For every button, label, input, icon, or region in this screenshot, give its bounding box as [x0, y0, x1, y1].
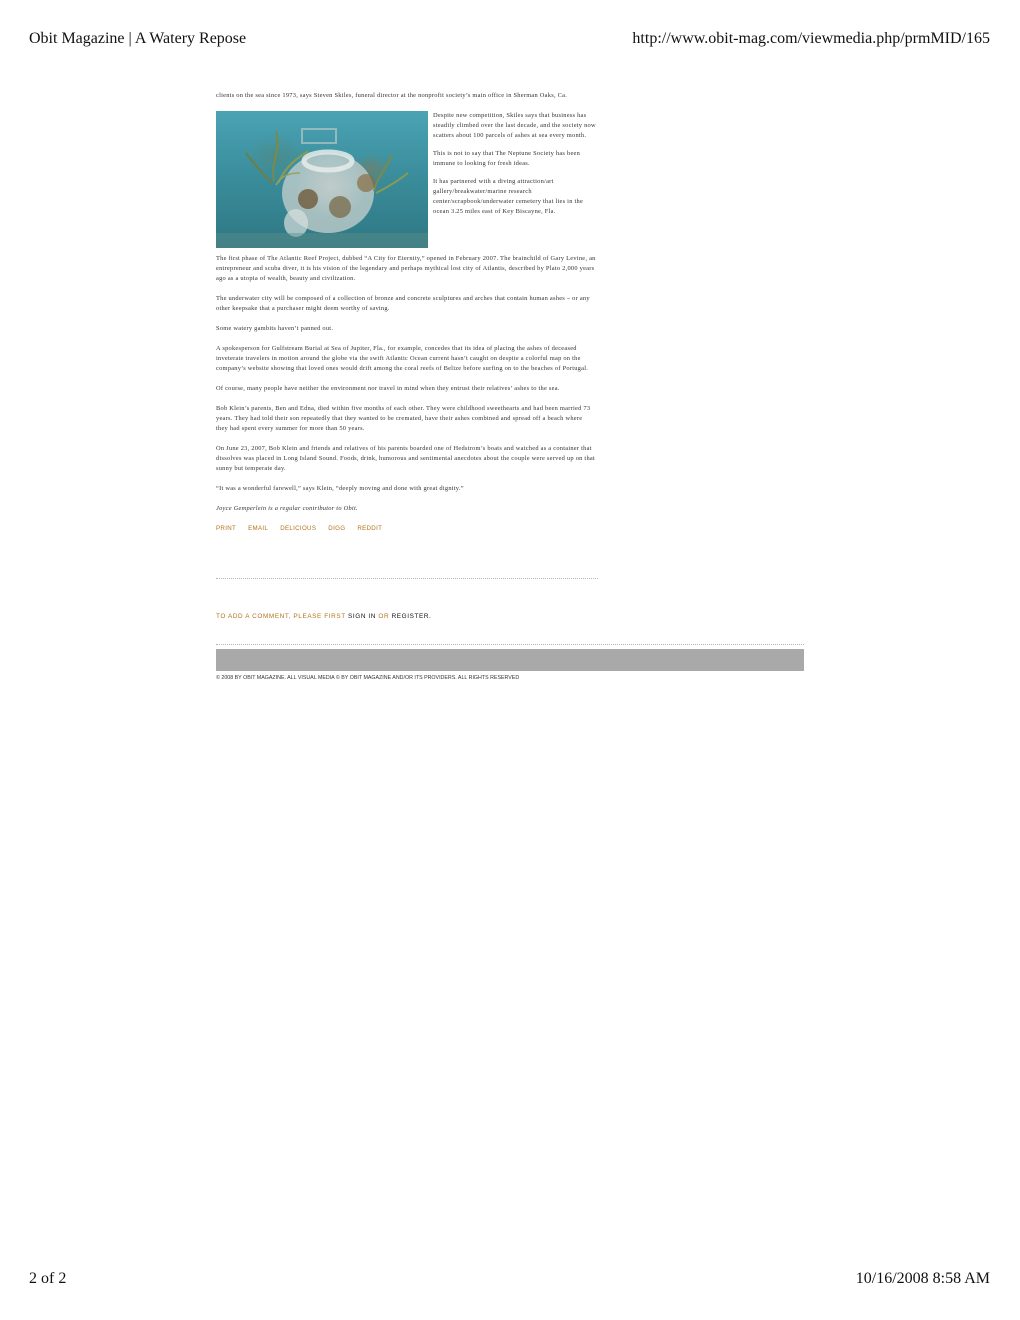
delicious-link[interactable]: DELICIOUS [280, 525, 317, 532]
side-paragraph: Despite new competition, Skiles says that business has steadily climbed over the last decade, and the society now scatters about 100 parcels of ashes at sea every month. [433, 112, 596, 139]
side-paragraph: This is not to say that The Neptune Society has been immune to looking for fresh ideas. [433, 150, 581, 167]
article-media-block [216, 111, 596, 250]
author-byline: Joyce Gemperlein is a regular contributor to Obit. [216, 505, 358, 512]
article-paragraph: The first phase of The Atlantic Reef Project, dubbed “A City for Eternity,” opened in February 2007. The brainchild of Gary Levine, an entrepreneur and scuba diver, it is his vision of the legendary and perhaps mythical lost city of Atlantis, described by Plato 2,000 years ago as a utopia of wealth, beauty and civilization. [216, 255, 596, 282]
comment-prompt [216, 613, 431, 620]
article-paragraph: On June 23, 2007, Bob Klein and friends and relatives of his parents boarded one of Hedstrom’s boats and watched as a container that dissolves was placed in Long Island Sound. Foods, drink, humorous and sentimental anecdotes about the couple were served up on that sunny but temperate day. [216, 445, 596, 472]
article-paragraph: Of course, many people have neither the environment nor travel in mind when they entrust their relatives’ ashes to the sea. [216, 385, 560, 392]
article-paragraph: Some watery gambits haven’t panned out. [216, 325, 334, 332]
print-footer [0, 1270, 1020, 1294]
digg-link[interactable]: DIGG [328, 525, 346, 532]
side-paragraph: It has partnered with a diving attraction/art gallery/breakwater/marine research center/scrapbook/underwater cemetery that lies in the ocean 3.25 miles east of Key Biscayne, Fla. [433, 178, 584, 215]
copyright-notice: © 2008 BY OBIT MAGAZINE. ALL VISUAL MEDIA © BY OBIT MAGAZINE AND/OR ITS PROVIDERS. ALL RIGHTS RESERVED [216, 675, 520, 681]
reef-sculpture-illustration [216, 111, 428, 248]
image-side-text [433, 111, 596, 225]
comment-or-text: OR [378, 613, 390, 620]
sign-in-link[interactable]: SIGN IN [348, 613, 377, 620]
divider [216, 644, 804, 645]
print-page-number: 2 of 2 [29, 1270, 67, 1287]
print-page-url: http://www.obit-mag.com/viewmedia.php/prmMID/165 [632, 30, 990, 47]
print-header [0, 30, 1020, 54]
footer-band [216, 649, 804, 671]
email-link[interactable]: EMAIL [248, 525, 269, 532]
article-paragraph: “It was a wonderful farewell,” says Klein, “deeply moving and done with great dignity.” [216, 485, 464, 492]
underwater-reef-photo [216, 111, 428, 248]
article-paragraph: The underwater city will be composed of a collection of bronze and concrete sculptures and arches that contain human ashes – or any other keepsake that a purchaser might deem worthy of saving. [216, 295, 590, 312]
print-link[interactable]: PRINT [216, 525, 237, 532]
register-link[interactable]: REGISTER. [391, 613, 432, 620]
article-intro: clients on the sea since 1973, says Steven Skiles, funeral director at the nonprofit society’s main office in Sherman Oaks, Ca. [216, 92, 568, 99]
article-paragraph: A spokesperson for Gulfstream Burial at Sea of Jupiter, Fla., for example, concedes that its idea of placing the ashes of deceased inveterate travelers in motion around the globe via the swift Atlantic Ocean current hasn’t caught on despite a colorful map on the company’s website showing that loved ones would drift among the coral reefs of Belize before surfing on to the beaches of Portugal. [216, 345, 589, 372]
article-body [216, 91, 596, 536]
share-links [216, 524, 596, 536]
comment-prompt-text: TO ADD A COMMENT, PLEASE FIRST [216, 613, 346, 620]
article-paragraph: Bob Klein’s parents, Ben and Edna, died within five months of each other. They were childhood sweethearts and had been married 73 years. They had told their son repeatedly that they wanted to be cremated, have their ashes combined and spread off a beach where they had spent every summer for more than 50 years. [216, 405, 591, 432]
divider [216, 578, 598, 579]
reddit-link[interactable]: REDDIT [357, 525, 383, 532]
print-page-title: Obit Magazine | A Watery Repose [29, 30, 247, 47]
print-datetime: 10/16/2008 8:58 AM [855, 1270, 990, 1287]
